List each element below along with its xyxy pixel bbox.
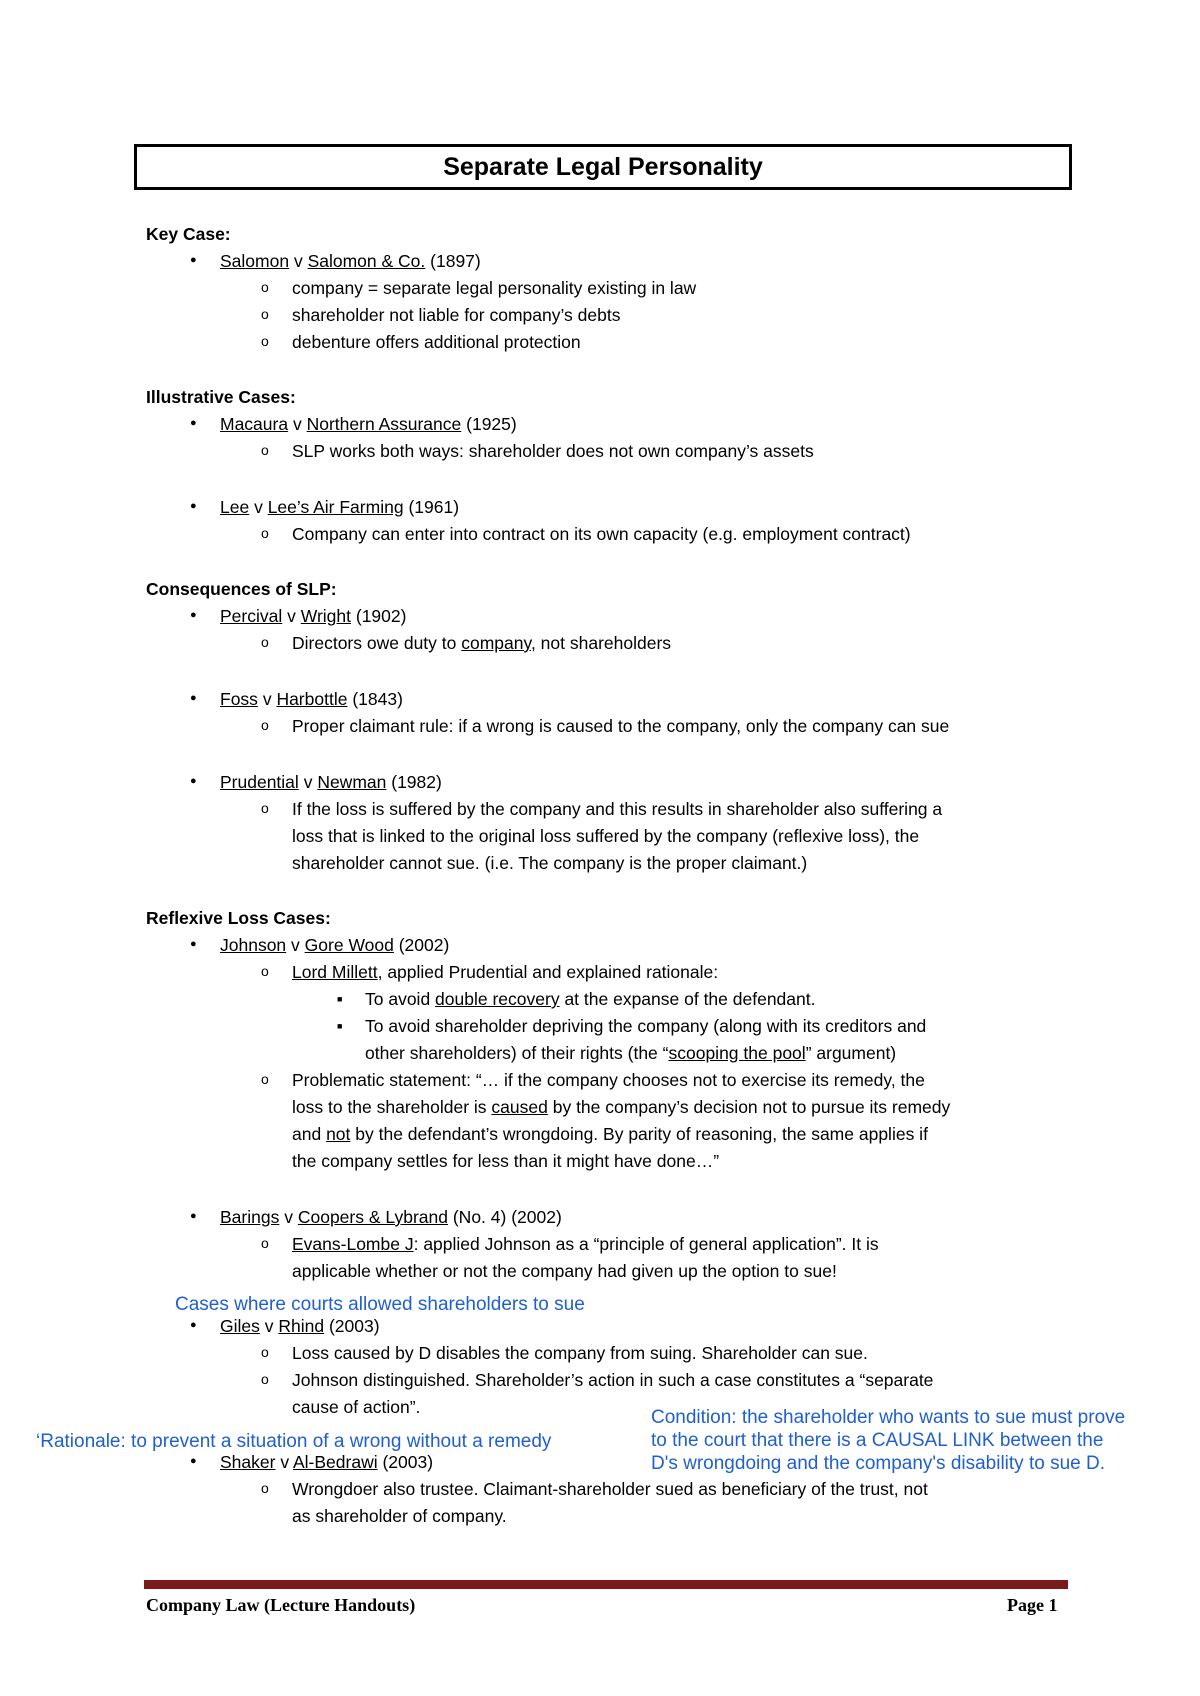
point-salomon-3: o debenture offers additional protection xyxy=(292,330,581,354)
title-box xyxy=(134,144,1072,190)
point-salomon-2: o shareholder not liable for company’s debts xyxy=(292,303,620,327)
note-condition-1: Condition: the shareholder who wants to sue must prove xyxy=(651,1407,1126,1428)
note-condition-3: D's wrongdoing and the company's disability to sue D. xyxy=(651,1453,1105,1474)
footer-rule xyxy=(144,1580,1068,1589)
page-title: Separate Legal Personality xyxy=(443,152,763,181)
note-rationale: ‘Rationale: to prevent a situation of a wrong without a remedy xyxy=(36,1431,552,1452)
point-percival-1: o Directors owe duty to company, not shareholders xyxy=(292,631,671,655)
subpoint-johnson-2b: other shareholders) of their rights (the “scooping the pool” argument) xyxy=(365,1043,897,1063)
case-shaker: ● Shaker v Al-Bedrawi (2003) xyxy=(220,1450,433,1474)
point-barings-2: applicable whether or not the company had given up the option to sue! xyxy=(292,1261,837,1281)
subpoint-johnson-1: ■ To avoid double recovery at the expanse of the defendant. xyxy=(365,987,815,1011)
section-key-case: Key Case: xyxy=(146,224,231,244)
case-salomon: ● Salomon v Salomon & Co. (1897) xyxy=(220,249,481,273)
point-johnson-1: o Lord Millett, applied Prudential and explained rationale: xyxy=(292,960,718,984)
point-lee-1: o Company can enter into contract on its own capacity (e.g. employment contract) xyxy=(292,522,911,546)
point-johnson-2: o Problematic statement: “… if the company chooses not to exercise its remedy, the xyxy=(292,1068,925,1092)
point-shaker-2: as shareholder of company. xyxy=(292,1506,507,1526)
case-johnson: ● Johnson v Gore Wood (2002) xyxy=(220,933,449,957)
case-percival: ● Percival v Wright (1902) xyxy=(220,604,406,628)
case-prudential: ● Prudential v Newman (1982) xyxy=(220,770,442,794)
point-shaker-1: o Wrongdoer also trustee. Claimant-shareholder sued as beneficiary of the trust, not xyxy=(292,1477,928,1501)
point-prudential-1: o If the loss is suffered by the company and this results in shareholder also suffering a xyxy=(292,797,942,821)
footer-title: Company Law (Lecture Handouts) xyxy=(146,1595,416,1615)
section-reflexive: Reflexive Loss Cases: xyxy=(146,908,331,928)
case-macaura: ● Macaura v Northern Assurance (1925) xyxy=(220,412,517,436)
note-condition-2: to the court that there is a CAUSAL LINK between the xyxy=(651,1430,1104,1451)
point-prudential-2: loss that is linked to the original loss suffered by the company (reflexive loss), the xyxy=(292,826,920,846)
case-giles: ● Giles v Rhind (2003) xyxy=(220,1314,380,1338)
point-johnson-5: the company settles for less than it might have done…” xyxy=(292,1151,720,1171)
point-barings-1: o Evans-Lombe J: applied Johnson as a “principle of general application”. It is xyxy=(292,1232,879,1256)
point-prudential-3: shareholder cannot sue. (i.e. The company is the proper claimant.) xyxy=(292,853,808,873)
case-foss: ● Foss v Harbottle (1843) xyxy=(220,687,403,711)
note-allowed-to-sue: Cases where courts allowed shareholders to sue xyxy=(175,1294,585,1315)
point-giles-3: cause of action”. xyxy=(292,1397,421,1417)
point-salomon-1: o company = separate legal personality existing in law xyxy=(292,276,696,300)
section-consequences: Consequences of SLP: xyxy=(146,579,337,599)
point-giles-2: o Johnson distinguished. Shareholder’s action in such a case constitutes a “separate xyxy=(292,1368,933,1392)
case-lee: ● Lee v Lee’s Air Farming (1961) xyxy=(220,495,459,519)
page-number: Page 1 xyxy=(1007,1595,1058,1615)
point-foss-1: o Proper claimant rule: if a wrong is caused to the company, only the company can sue xyxy=(292,714,949,738)
point-johnson-3: loss to the shareholder is caused by the company’s decision not to pursue its remedy xyxy=(292,1097,951,1117)
point-johnson-4: and not by the defendant’s wrongdoing. By parity of reasoning, the same applies if xyxy=(292,1124,928,1144)
subpoint-johnson-2: ■ To avoid shareholder depriving the company (along with its creditors and xyxy=(365,1014,926,1038)
case-barings: ● Barings v Coopers & Lybrand (No. 4) (2002) xyxy=(220,1205,562,1229)
point-giles-1: o Loss caused by D disables the company from suing. Shareholder can sue. xyxy=(292,1341,868,1365)
section-illustrative: Illustrative Cases: xyxy=(146,387,296,407)
point-macaura-1: o SLP works both ways: shareholder does not own company’s assets xyxy=(292,439,814,463)
